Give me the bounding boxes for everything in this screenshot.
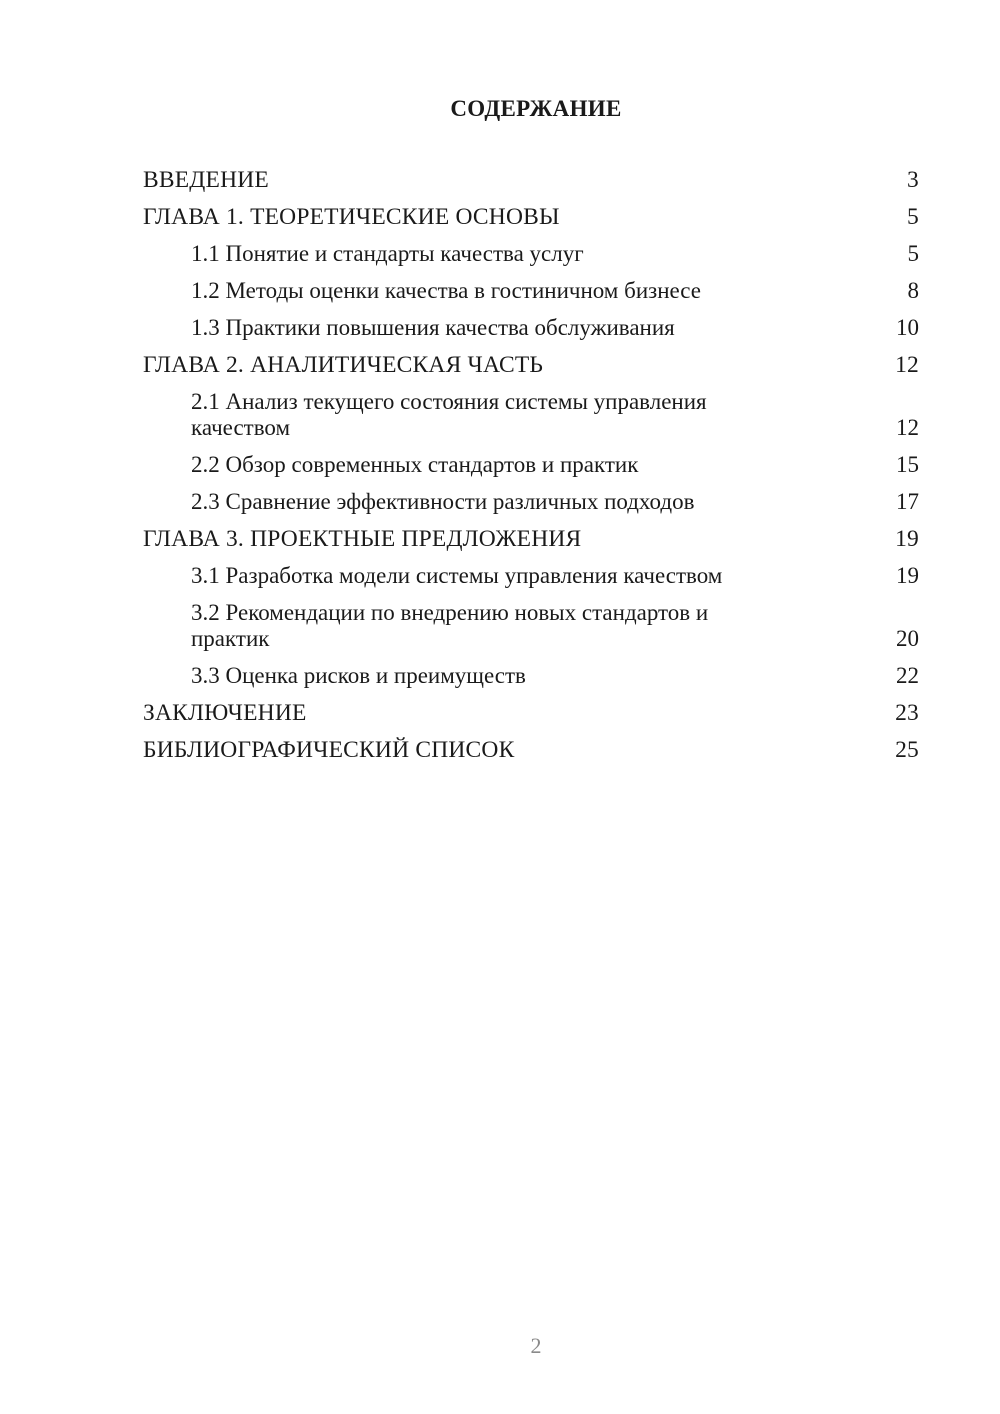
toc-entry-label: 1.1 Понятие и стандарты качества услуг [191, 241, 584, 266]
toc-entry-label: 2.3 Сравнение эффективности различных подходов [191, 489, 695, 514]
toc-entry-page: 5 [907, 204, 919, 230]
toc-entry-bibliography[interactable] [143, 737, 919, 763]
toc-entry-page: 5 [907, 241, 919, 266]
toc-entry-section-1-1[interactable] [143, 241, 919, 267]
toc-entry-label: 3.1 Разработка модели системы управления качеством [191, 563, 723, 588]
toc-entry-page: 19 [895, 526, 919, 552]
table-of-contents [143, 167, 919, 774]
toc-entry-section-2-3[interactable] [143, 489, 919, 515]
page-number: 2 [530, 1333, 542, 1358]
toc-entry-label: 3.2 Рекомендации по внедрению новых стандартов и практик [191, 600, 709, 651]
toc-entry-chapter-3[interactable] [143, 526, 919, 552]
toc-entry-section-2-2[interactable] [143, 452, 919, 478]
toc-entry-label: 1.3 Практики повышения качества обслуживания [191, 315, 675, 340]
toc-entry-page: 12 [896, 415, 919, 440]
toc-entry-page: 15 [896, 452, 919, 477]
toc-entry-page: 23 [895, 700, 919, 726]
toc-entry-chapter-1[interactable] [143, 204, 919, 230]
toc-entry-section-3-2[interactable] [143, 600, 919, 652]
toc-entry-section-3-1[interactable] [143, 563, 919, 589]
toc-entry-page: 12 [895, 352, 919, 378]
toc-entry-section-1-3[interactable] [143, 315, 919, 341]
toc-entry-label: ВВЕДЕНИЕ [143, 167, 269, 193]
toc-entry-page: 20 [896, 626, 919, 651]
toc-entry-label: ГЛАВА 2. АНАЛИТИЧЕСКАЯ ЧАСТЬ [143, 352, 544, 378]
toc-entry-page: 3 [907, 167, 919, 193]
toc-entry-conclusion[interactable] [143, 700, 919, 726]
toc-entry-label: ЗАКЛЮЧЕНИЕ [143, 700, 307, 726]
toc-entry-label: ГЛАВА 3. ПРОЕКТНЫЕ ПРЕДЛОЖЕНИЯ [143, 526, 582, 552]
toc-entry-section-3-3[interactable] [143, 663, 919, 689]
toc-entry-page: 17 [896, 489, 919, 514]
toc-entry-label: 1.2 Методы оценки качества в гостиничном бизнесе [191, 278, 701, 303]
page-title: СОДЕРЖАНИЕ [450, 96, 622, 121]
toc-entry-section-1-2[interactable] [143, 278, 919, 304]
toc-entry-section-2-1[interactable] [143, 389, 919, 441]
toc-entry-label: 3.3 Оценка рисков и преимуществ [191, 663, 526, 688]
toc-entry-introduction[interactable] [143, 167, 919, 193]
toc-entry-label: 2.1 Анализ текущего состояния системы управления качеством [191, 389, 707, 440]
toc-entry-page: 22 [896, 663, 919, 688]
toc-entry-chapter-2[interactable] [143, 352, 919, 378]
toc-entry-label: ГЛАВА 1. ТЕОРЕТИЧЕСКИЕ ОСНОВЫ [143, 204, 560, 230]
toc-entry-label: БИБЛИОГРАФИЧЕСКИЙ СПИСОК [143, 737, 515, 763]
toc-entry-page: 19 [896, 563, 919, 588]
toc-entry-page: 10 [896, 315, 919, 340]
toc-entry-page: 8 [907, 278, 919, 303]
toc-entry-page: 25 [895, 737, 919, 763]
toc-entry-label: 2.2 Обзор современных стандартов и практик [191, 452, 639, 477]
